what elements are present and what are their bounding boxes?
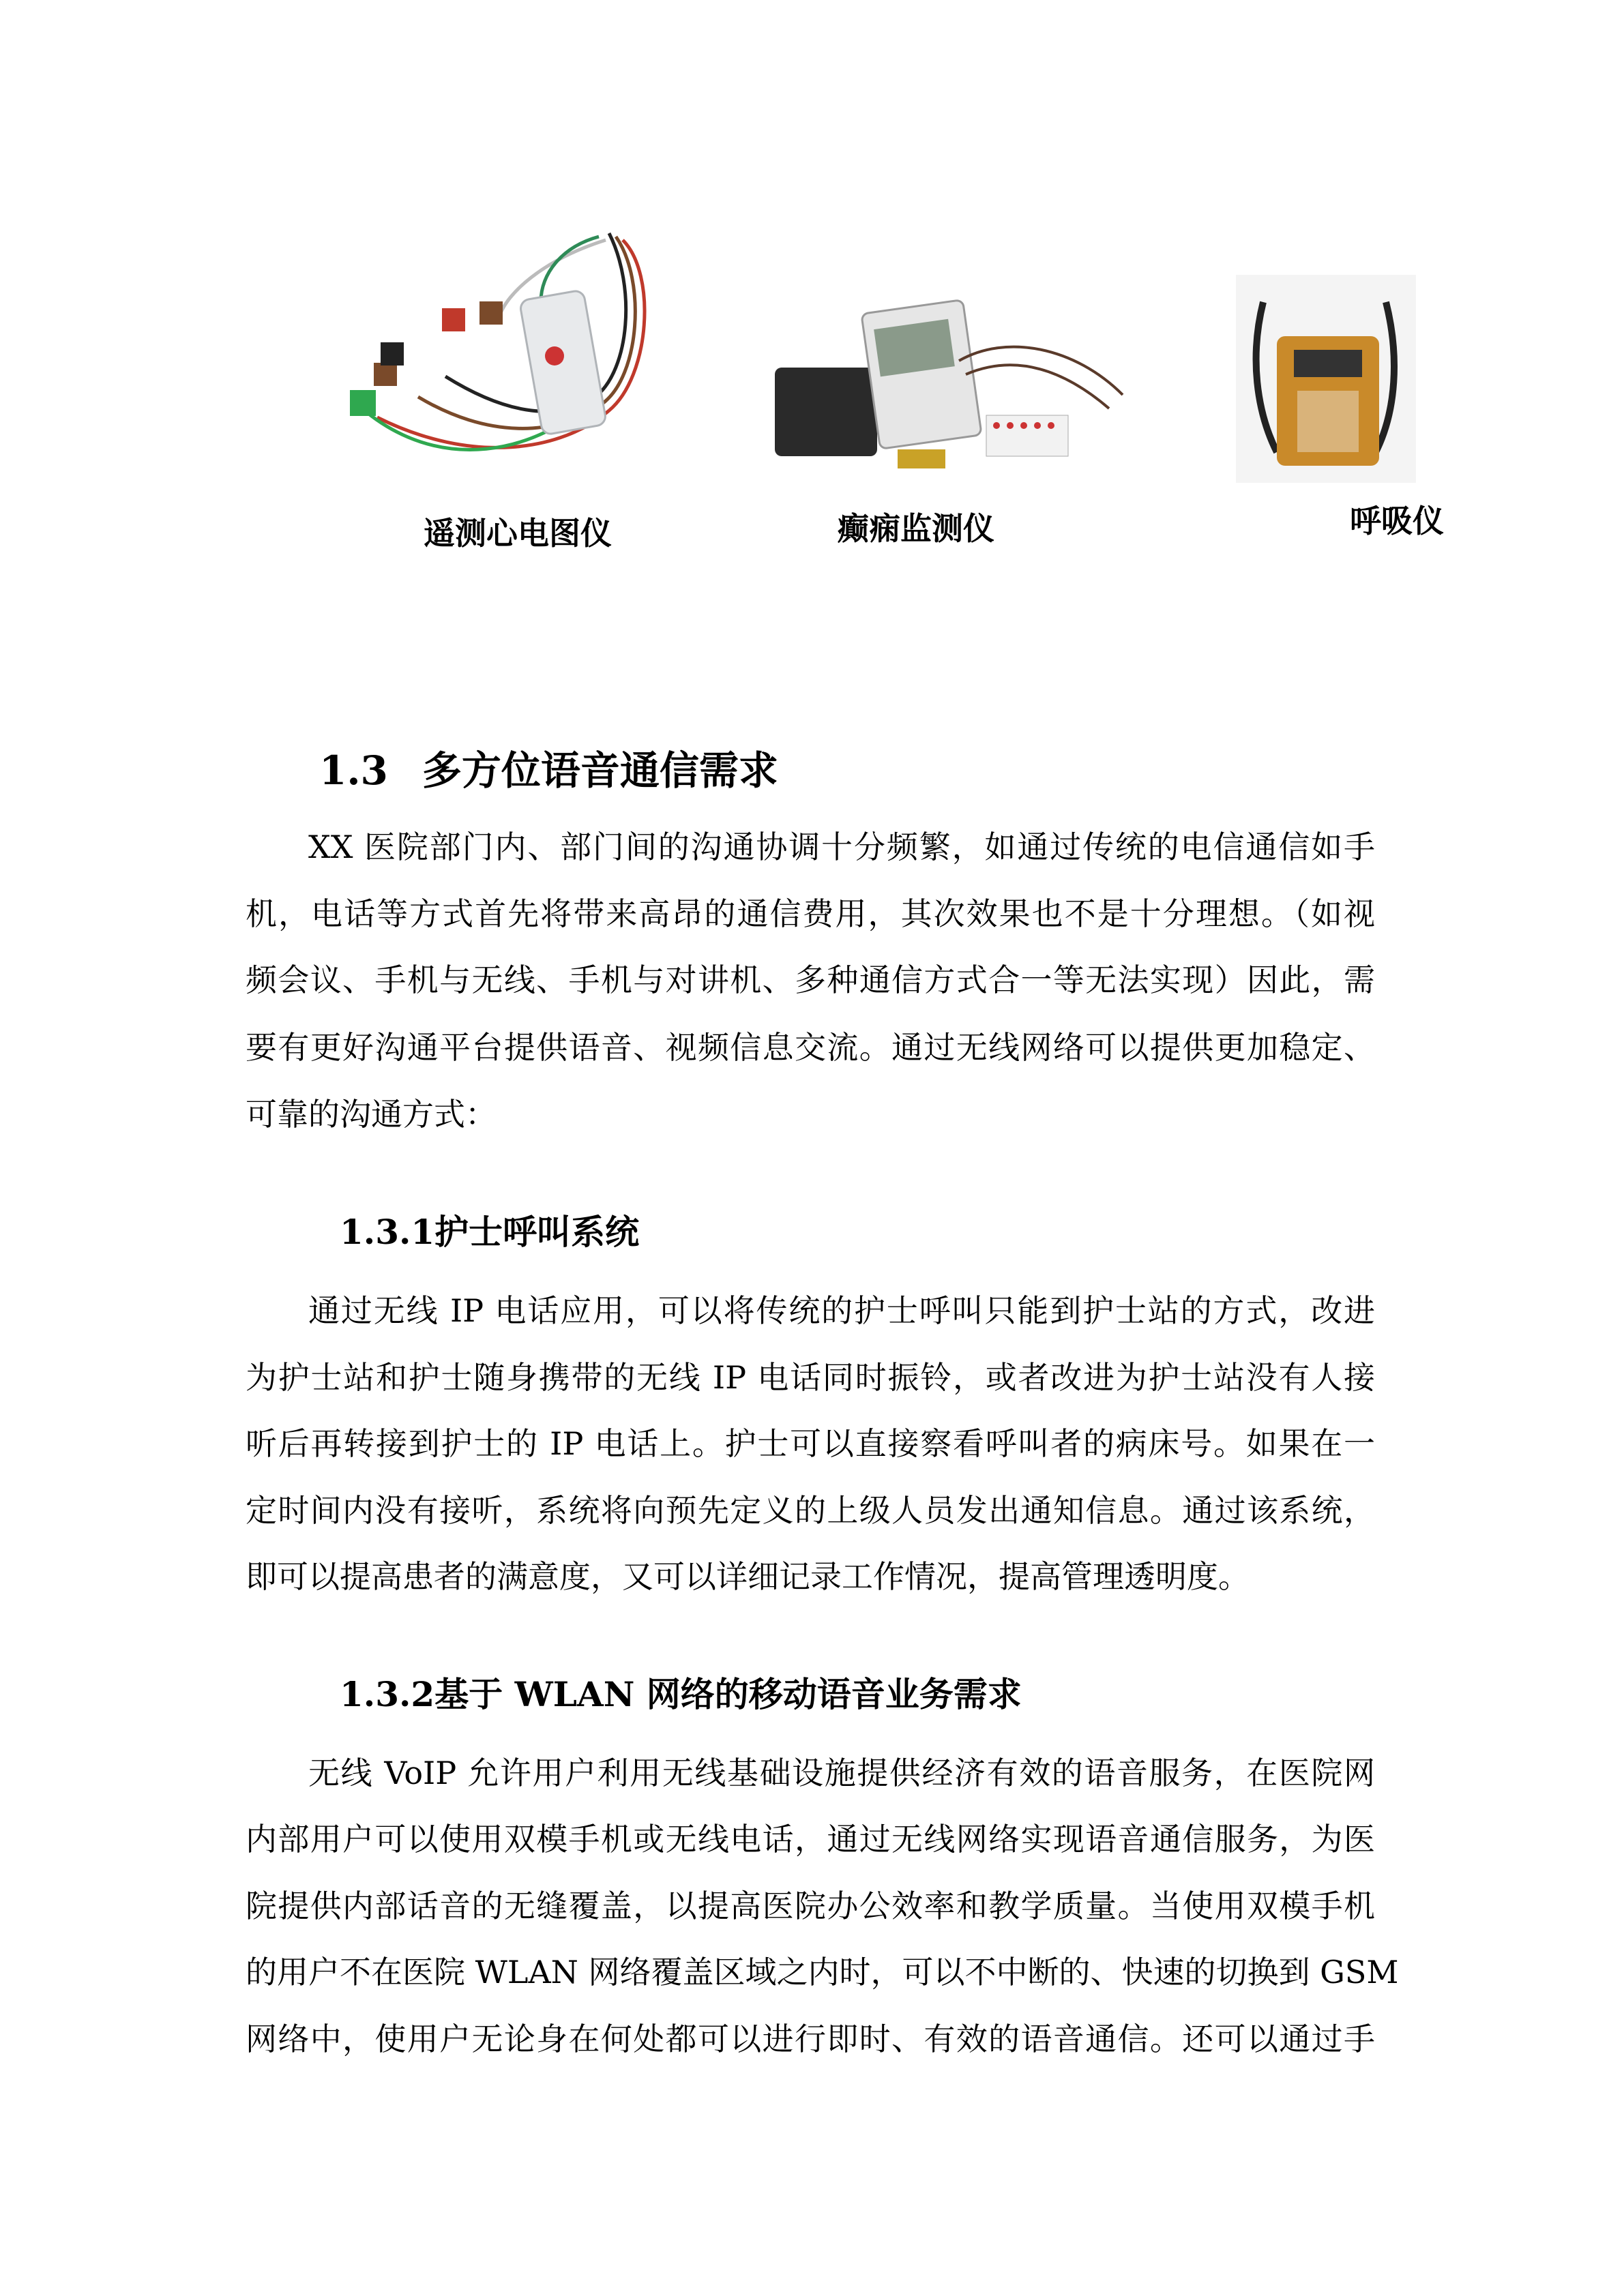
paragraph-line: 无线 VoIP 允许用户利用无线基础设施提供经济有效的语音服务，在医院网 bbox=[308, 1755, 1375, 1791]
paragraph-line: XX 医院部门内、部门间的沟通协调十分频繁，如通过传统的电信通信如手 bbox=[308, 829, 1375, 865]
ecg-monitor-image bbox=[336, 220, 673, 483]
epilepsy-monitor-image bbox=[768, 293, 1142, 475]
paragraph-line: 可靠的沟通方式： bbox=[246, 1096, 497, 1133]
paragraph-line: 要有更好沟通平台提供语音、视频信息交流。通过无线网络可以提供更加稳定、 bbox=[246, 1029, 1375, 1066]
paragraph-line: 通过无线 IP 电话应用，可以将传统的护士呼叫只能到护士站的方式，改进 bbox=[308, 1292, 1375, 1329]
paragraph-line: 听后再转接到护士的 IP 电话上。护士可以直接察看呼叫者的病床号。如果在一 bbox=[246, 1425, 1375, 1462]
section-number: 1.3 bbox=[319, 747, 388, 794]
paragraph-line: 网络中，使用户无论身在何处都可以进行即时、有效的语音通信。还可以通过手 bbox=[246, 2021, 1375, 2057]
paragraph-line: 院提供内部话音的无缝覆盖，以提高医院办公效率和教学质量。当使用双模手机 bbox=[246, 1888, 1375, 1924]
section-heading bbox=[319, 739, 778, 796]
paragraph-line: 内部用户可以使用双模手机或无线电话，通过无线网络实现语音通信服务，为医 bbox=[246, 1821, 1375, 1858]
paragraph-line: 即可以提高患者的满意度，又可以详细记录工作情况，提高管理透明度。 bbox=[246, 1558, 1250, 1595]
section-title: 多方位语音通信需求 bbox=[422, 747, 778, 794]
paragraph-line: 为护士站和护士随身携带的无线 IP 电话同时振铃，或者改进为护士站没有人接 bbox=[246, 1359, 1375, 1396]
figure-caption-ecg: 遥测心电图仪 bbox=[424, 515, 612, 552]
respirator-image bbox=[1236, 275, 1416, 483]
paragraph-line: 机，电话等方式首先将带来高昂的通信费用，其次效果也不是十分理想。（如视 bbox=[246, 895, 1375, 932]
paragraph-line: 的用户不在医院 WLAN 网络覆盖区域之内时，可以不中断的、快速的切换到 GSM bbox=[246, 1954, 1399, 1991]
figure-caption-respirator: 呼吸仪 bbox=[1350, 503, 1444, 539]
subsection-heading-nurse-call: 1.3.1护士呼叫系统 bbox=[340, 1212, 640, 1252]
subsection-heading-wlan-voice: 1.3.2基于 WLAN 网络的移动语音业务需求 bbox=[340, 1674, 1022, 1714]
figure-caption-epilepsy: 癫痫监测仪 bbox=[838, 510, 994, 547]
paragraph-line: 定时间内没有接听，系统将向预先定义的上级人员发出通知信息。通过该系统， bbox=[246, 1492, 1375, 1529]
paragraph-line: 频会议、手机与无线、手机与对讲机、多种通信方式合一等无法实现）因此，需 bbox=[246, 961, 1375, 998]
